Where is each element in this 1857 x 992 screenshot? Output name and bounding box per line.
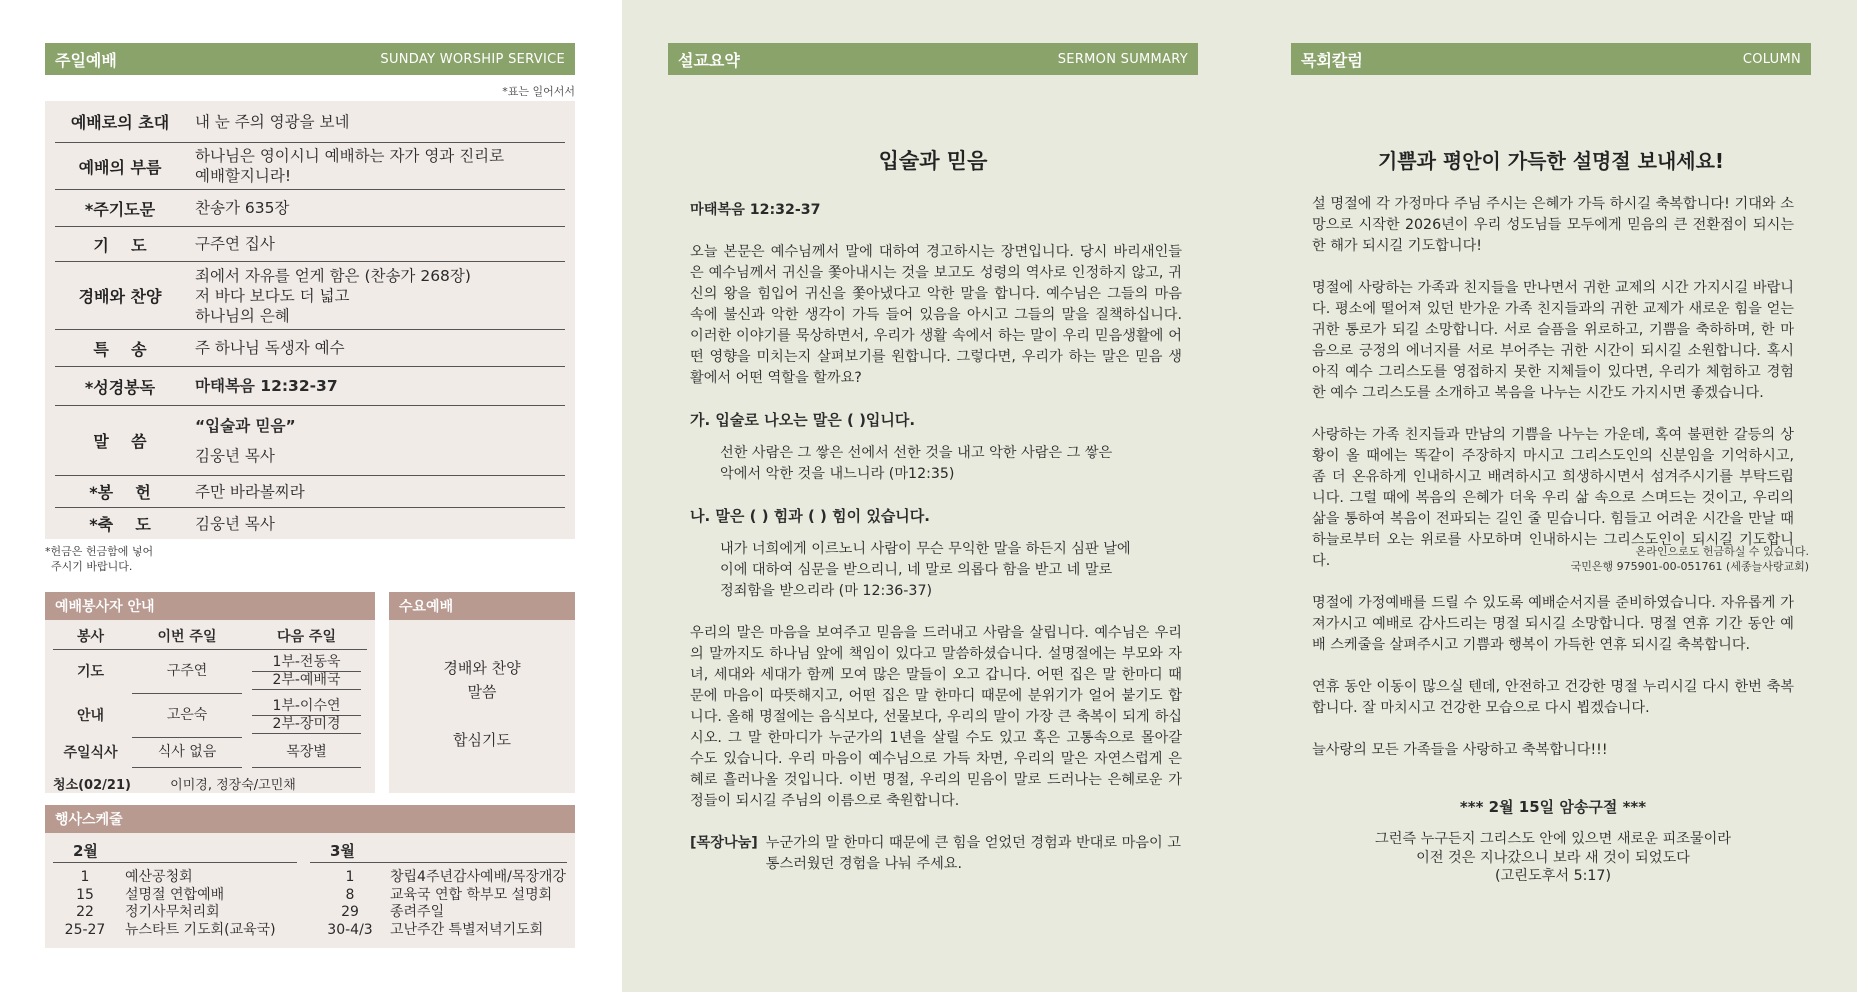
column-paragraph: 사랑하는 가족 친지들과 만남의 기쁨을 나누는 가운데, 혹여 불편한 갈등의 상황이 올 때에는 똑같이 주장하지 마시고 그리스도인의 신분임을 기억하시고, 좀 더 온유하게 인내하시고 배려하시고 희생하시면서 섬겨주시기를 부탁드립니다. 그럴 때에 복음의 은혜가 더욱 우리 삶 속으로 스며드는 것이고, 우리의 삶을 통하여 복음이 전파되는 길인 줄 믿습니다. 힘들고 어려운 시간을 만날 때 하늘로부터 오는 위로를 사모하며 인내하시는 그리스도인이 되시길 기도합니다. [1312,427,1794,569]
worship-label: 경배와 찬양 [78,287,162,306]
worship-row [55,101,565,143]
bank-account: 국민은행 975901-00-051761 (세종늘사랑교회) [1570,560,1809,573]
sermon-header [668,43,1198,75]
memory-verse-line: 그런즉 누구든지 그리스도 안에 있으면 새로운 피조물이라 [1375,831,1731,847]
memory-verse-title: *** 2월 15일 암송구절 *** [1459,798,1647,816]
sermon-title-en: SERMON SUMMARY [1057,51,1188,67]
verse-line: 선한 사람은 그 쌓은 선에서 선한 것을 내고 악한 사람은 그 쌓은 [720,445,1113,461]
sermon-verse-1 [690,443,1182,485]
worship-label: 특 송 [93,339,147,359]
column-heading: 기쁨과 평안이 가득한 설명절 보내세요! [1377,149,1725,173]
worship-item: 주 하나님 독생자 예수 [195,339,345,357]
sermon-intro: 오늘 본문은 예수님께서 말에 대하여 경고하시는 장면입니다. 당시 바리새인들은 예수님께서 귀신을 쫓아내시는 것을 보고도 성령의 역사로 인정하지 않고, 귀신의 왕을 힘입어 귀신을 쫓아냈다고 악한 말을 합니다. 예수님은 그들의 마음 속에 불신과 악한 생각이 가득 들어 있음을 아시고 그들의 말을 질책하십니다. 이러한 이야기를 묵상하면서, 우리가 생활 속에서 하는 말이 우리 믿음생활에 어떤 영향을 미치는지 살펴보기를 원합니다. 그렇다면, 우리가 하는 말은 믿음 생활에서 어떤 역할을 할까요? [690,244,1182,386]
sermon-heading: 입술과 믿음 [878,149,988,173]
memory-verse-reference: (고린도후서 5:17) [1495,868,1611,884]
schedule-item [45,922,305,940]
worship-label: *주기도문 [84,199,156,219]
wednesday-title: 수요예배 [389,592,575,620]
schedule-item [310,904,575,922]
column-paragraph: 설 명절에 각 가정마다 주님 주시는 은혜가 가득 하시길 축복합니다! 기대와 소망으로 시작한 2026년이 우리 성도님들 모두에게 믿음의 큰 전환점이 되시는 한 해가 되시길 기도합니다! [1312,196,1794,254]
worship-item: “입술과 믿음” [195,416,296,435]
worship-row [55,367,565,406]
schedule-title: 행사스케줄 [45,805,575,833]
schedule-event: 고난주간 특별저녁기도회 [390,921,544,938]
schedule-event: 창립4주년감사예배/목장개강 [390,869,566,885]
sermon-point-1: 가. 입술로 나오는 말은 ( )입니다. [690,411,916,429]
servers-box [45,592,375,793]
worship-item: 저 바다 보다도 더 넓고 [195,286,350,305]
schedule-month: 3월 [310,839,567,863]
sermon-point-2: 나. 말은 ( ) 힘과 ( ) 힘이 있습니다. [690,507,930,525]
worship-row [55,406,565,476]
wednesday-item: 말씀 [467,683,497,701]
offering-note-line: *헌금은 헌금함에 넣어 [45,545,154,558]
schedule-item [310,869,575,887]
worship-header [45,43,575,75]
schedule-event: 설명절 연합예배 [125,886,225,903]
schedule-mar [310,839,575,939]
sharing-text: 누군가의 말 한마디 때문에 큰 힘을 얻었던 경험과 반대로 마음이 고통스러웠던 경험을 나눠 주세요. [765,835,1181,872]
worship-row [55,262,565,330]
wednesday-box [389,592,575,793]
schedule-day: 1 [80,869,90,885]
worship-item: 김웅년 목사 [195,514,275,533]
sermon-conclusion: 우리의 말은 마음을 보여주고 믿음을 드러내고 사람을 살립니다. 예수님은 우리의 말까지도 하나님 앞에 책임이 있다고 말씀하셨습니다. 설명절에는 부모와 자녀, 세대와 세대가 함께 모여 많은 말들이 오고 갑니다. 어떤 집은 말 한마디 때문에 마음이 따뜻해지고, 어떤 집은 말 한마디 때문에 분위기가 얼어 붙기도 합니다. 올해 명절에는 음식보다, 선물보다, 우리의 말이 가장 큰 축복이 되게 하십시오. 그 말 한마디가 누군가의 1년을 살릴 수도 있고 혹은 고통속으로 몰아갈 수도 있습니다. 우리 마음이 예수님으로 가득 차면, 우리의 말은 자연스럽게 은혜로 흘러나올 것입니다. 이번 명절, 우리의 믿음이 말로 드러나는 은혜로운 가정들이 되시길 주님의 이름으로 축원합니다. [690,625,1182,809]
schedule-box [45,805,575,948]
worship-item: 죄에서 자유를 얻게 함은 (찬송가 268장) [195,266,471,285]
cleaning-row [53,774,367,793]
worship-order [45,101,575,539]
worship-label: *성경봉독 [84,377,156,397]
standing-note: *표는 일어서서 [502,85,575,98]
worship-item: 구주연 집사 [195,235,275,253]
schedule-event: 뉴스타트 기도회(교육국) [125,921,276,938]
worship-item: 찬송가 635장 [195,199,290,217]
worship-title: 주일예배 [55,50,117,70]
server-next-week: 2부-예배국 [252,672,361,690]
worship-label: *축 도 [89,515,151,534]
worship-item: 하나님의 은혜 [195,306,290,325]
column-paragraph: 연휴 동안 이동이 많으실 텐데, 안전하고 건강한 명절 누리시길 다시 한번 축복합니다. 잘 마치시고 건강한 모습으로 다시 뵙겠습니다. [1312,679,1794,716]
schedule-item [310,922,575,940]
schedule-item [45,887,305,905]
schedule-day: 30-4/3 [327,921,373,938]
worship-item: 내 눈 주의 영광을 보네 [195,112,350,131]
cleaning-names: 이미경, 정장숙/고민채 [170,778,296,793]
column-title: 목회칼럼 [1301,50,1363,70]
verse-line: 이에 대하여 심문을 받으리니, 네 말로 의롭다 함을 받고 네 말로 [720,562,1113,578]
servers-header: 이번 주일 [128,626,246,650]
servers-header: 봉사 [53,626,128,650]
sermon-body [690,200,1182,875]
schedule-event: 예산공청회 [125,869,193,885]
worship-label: *봉 헌 [89,483,151,502]
offering-note [45,544,153,574]
schedule-day: 15 [76,886,94,903]
schedule-event: 종려주일 [390,904,445,920]
worship-item: 예배할지니라! [195,167,292,185]
server-this-week: 식사 없음 [132,738,242,768]
server-this-week: 구주연 [132,650,242,694]
worship-item: 김웅년 목사 [195,446,275,465]
worship-row [55,143,565,190]
schedule-day: 29 [341,904,359,920]
verse-line: 정죄함을 받으리라 (마 12:36-37) [720,583,933,599]
servers-title: 예배봉사자 안내 [45,592,375,620]
server-role: 기도 [76,663,105,680]
schedule-event: 교육국 연합 학부모 설명회 [390,886,553,903]
worship-title-en: SUNDAY WORSHIP SERVICE [380,51,565,67]
worship-item: 하나님은 영이시니 예배하는 자가 영과 진리로 [195,147,505,165]
server-role: 주일식사 [63,744,118,761]
server-next-week: 2부-장미경 [252,716,361,734]
column-body [1312,194,1794,886]
schedule-day: 1 [345,869,355,885]
wednesday-item: 합심기도 [453,731,511,749]
schedule-month: 2월 [53,839,297,863]
schedule-day: 22 [76,904,94,920]
server-next-week: 목장별 [252,738,361,768]
server-next-week: 1부-이수연 [252,698,361,716]
online-offering-line: 온라인으로도 헌금하실 수 있습니다. [1635,545,1809,558]
worship-item: 마태복음 12:32-37 [195,377,338,395]
small-group-sharing [690,833,1182,875]
schedule-item [310,887,575,905]
worship-label: 기 도 [93,235,147,255]
worship-row [55,508,565,539]
worship-label: 말 씀 [93,432,147,451]
servers-header: 다음 주일 [246,626,367,650]
verse-line: 악에서 악한 것을 내느니라 (마12:35) [720,466,955,482]
schedule-day: 8 [345,886,355,903]
cleaning-label: 청소(02/21) [53,778,131,793]
verse-line: 내가 너희에게 이르노니 사람이 무슨 무익한 말을 하든지 심판 날에 [720,541,1131,557]
schedule-feb [45,839,305,939]
worship-row [55,476,565,508]
column-paragraph: 늘사랑의 모든 가족들을 사랑하고 축복합니다!!! [1312,742,1608,758]
schedule-day: 25-27 [64,921,106,938]
sharing-label: [목장나눔] [690,835,758,851]
server-this-week: 고은숙 [132,694,242,738]
memory-verse-line: 이전 것은 지나갔으니 보라 새 것이 되었도다 [1416,849,1690,866]
column-header [1291,43,1811,75]
sermon-title: 설교요약 [678,50,740,70]
column-paragraph: 명절에 사랑하는 가족과 친지들을 만나면서 귀한 교제의 시간 가지시길 바랍니다. 평소에 떨어져 있던 반가운 가족 친지들과의 귀한 교제가 새로운 힘을 얻는 귀한 통로가 되길 소망합니다. 서로 슬픔을 위로하고, 기쁨을 축하하며, 한 마음으로 긍정의 에너지를 서로 부어주는 귀한 시간이 되시길 소원합니다. 혹시 아직 예수 그리스도를 영접하지 못한 지체들이 있다면, 우리가 체험하고 경험한 예수 그리스도를 소개하고 복음을 나누는 시간도 가지시면 좋겠습니다. [1312,280,1794,401]
sermon-verse-2 [690,539,1182,602]
worship-label: 예배의 부름 [78,157,162,177]
servers-table [53,626,367,793]
wednesday-item: 경배와 찬양 [443,659,521,677]
server-next-week: 1부-전동욱 [252,654,361,672]
worship-row [55,227,565,262]
server-role: 안내 [76,707,105,724]
worship-row [55,330,565,367]
scripture-reference: 마태복음 12:32-37 [690,202,821,218]
column-paragraph: 명절에 가정예배를 드릴 수 있도록 예배순서지를 준비하였습니다. 자유롭게 가져가시고 예배로 감사드리는 명절 되시길 소망합니다. 명절 연휴 기간 동안 예배 스케줄을 살펴주시고 기쁨과 행복이 가득한 연휴 되시길 축복합니다. [1312,595,1794,653]
offering-note-line: 주시기 바랍니다. [51,560,133,573]
wednesday-spacer [389,704,575,728]
column-title-en: COLUMN [1742,51,1801,67]
worship-label: 예배로의 초대 [70,113,170,132]
schedule-item [45,904,305,922]
schedule-event: 정기사무처리회 [125,904,220,920]
schedule-item [45,869,305,887]
worship-row [55,190,565,227]
worship-item: 주만 바라볼찌라 [195,482,305,501]
